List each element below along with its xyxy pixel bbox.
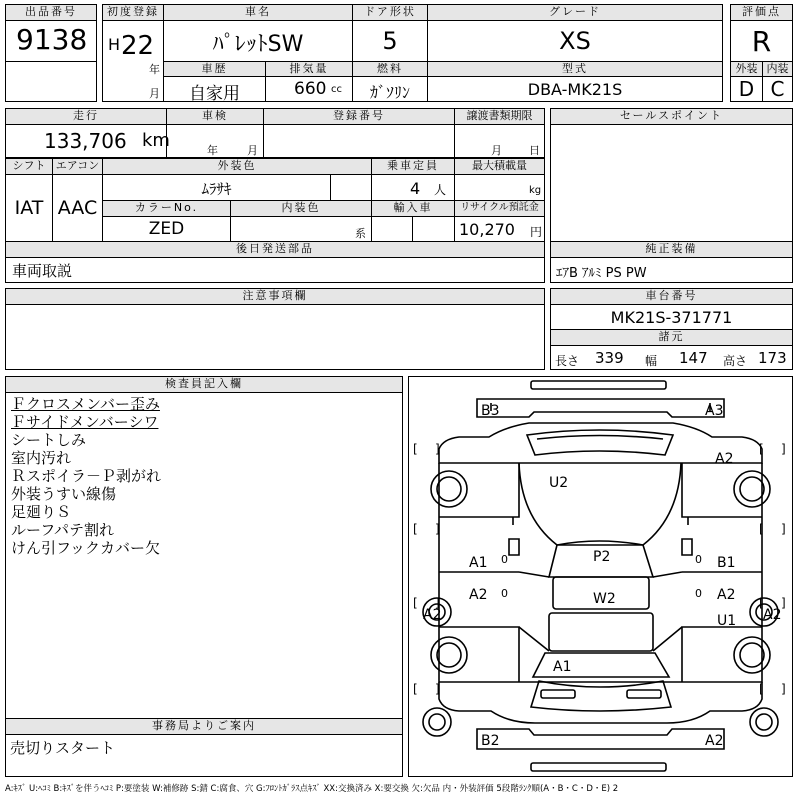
header-displacement: 排気量 xyxy=(265,61,353,77)
office-box xyxy=(5,734,403,777)
mark-fender-right-top: A2 xyxy=(715,451,734,467)
load-unit: kg xyxy=(529,185,542,196)
history-value: 自家用 xyxy=(189,84,240,104)
note-line: ルーフパテ割れ xyxy=(11,521,115,539)
recycle-unit: 円 xyxy=(530,225,543,239)
legend: A:ｷｽﾞ U:ﾍｺﾐ B:ｷｽﾞを伴うﾍｺﾐ P:要塗装 W:補修跡 S:錆 C:腐食、穴 G:ﾌﾛﾝﾄｶﾞﾗｽ点ｷｽﾞ XX:交換済み X:要交換 欠:欠品 内・外装評価 5段階ﾗﾝｸ順(A・B・C・D・E) 2 xyxy=(5,784,619,794)
door-box xyxy=(352,20,428,62)
mark-door-left-front: A1 xyxy=(469,555,488,571)
ext-color-blank xyxy=(330,174,372,201)
header-reg-no: 登録番号 xyxy=(263,108,455,125)
header-office: 事務局よりご案内 xyxy=(5,718,403,735)
reg-no-box xyxy=(263,124,455,158)
ext-color-box xyxy=(102,174,331,201)
score-value: R xyxy=(751,25,772,58)
mark-roof-rear: W2 xyxy=(593,591,616,607)
mark-fender-left: A2 xyxy=(423,607,442,623)
note-line: けん引フックカバー欠 xyxy=(11,539,160,557)
mark-door-left-rear: A2 xyxy=(469,587,488,603)
header-exterior: 外装 xyxy=(730,61,763,77)
note-line: 外装うすい線傷 xyxy=(11,485,117,503)
displacement-unit: cc xyxy=(331,84,342,95)
mark-roof: P2 xyxy=(593,549,611,565)
header-capacity: 乗車定員 xyxy=(371,158,455,175)
header-aircon: エアコン xyxy=(52,158,103,175)
header-lot: 出品番号 xyxy=(5,4,97,21)
header-score: 評価点 xyxy=(730,4,793,21)
capacity-unit: 人 xyxy=(434,183,447,197)
svg-text:[: [ xyxy=(413,682,418,696)
note-line: Ｆクロスメンバー歪み xyxy=(11,395,160,413)
mileage-value: 133,706 xyxy=(44,129,127,153)
car-name: ﾊﾟﾚｯﾄSW xyxy=(212,32,304,57)
mark-door-right-front: B1 xyxy=(717,555,736,571)
length-value: 339 xyxy=(595,349,624,367)
mark-front-left: B3 xyxy=(481,403,500,419)
note-line: シートしみ xyxy=(11,431,87,449)
mark-rear-left: B2 xyxy=(481,733,500,749)
color-no-value: ZED xyxy=(148,219,185,239)
import-box-b xyxy=(412,216,455,242)
lot-blank xyxy=(5,61,97,102)
header-history: 車歴 xyxy=(163,61,266,77)
month-unit: 月 xyxy=(149,87,160,100)
grade-box xyxy=(427,20,723,62)
svg-text:]: ] xyxy=(781,682,786,696)
header-import: 輸入車 xyxy=(371,200,455,217)
history-box xyxy=(163,76,266,102)
interior-grade: C xyxy=(770,77,785,101)
later-parts-value: 車両取説 xyxy=(12,262,73,280)
header-mileage: 走行 xyxy=(5,108,167,125)
mileage-unit: km xyxy=(142,130,170,151)
inspection-box xyxy=(166,124,264,158)
inspector-notes-list xyxy=(11,395,161,557)
svg-text:]: ] xyxy=(781,442,786,456)
transfer-box xyxy=(454,124,545,158)
header-inspection: 車検 xyxy=(166,108,264,125)
svg-text:]: ] xyxy=(781,596,786,610)
model-box xyxy=(427,76,723,102)
caution-box xyxy=(5,304,545,370)
svg-text:[: [ xyxy=(413,596,418,610)
svg-text:]: ] xyxy=(781,522,786,536)
int-color-unit: 系 xyxy=(355,227,366,240)
note-line: 室内汚れ xyxy=(11,449,72,467)
fuel-value: ｶﾞｿﾘﾝ xyxy=(369,83,410,102)
shift-value: IAT xyxy=(14,197,44,219)
inspector-notes-box xyxy=(5,392,403,719)
svg-text:]: ] xyxy=(435,522,440,536)
int-color-box xyxy=(230,216,372,242)
header-door: ドア形状 xyxy=(352,4,428,21)
header-inspector: 検査員記入欄 xyxy=(5,376,403,393)
mark-front-right: A3 xyxy=(705,403,724,419)
width-value: 147 xyxy=(679,349,708,367)
max-load-box xyxy=(454,174,545,201)
header-fuel: 燃料 xyxy=(352,61,428,77)
header-interior: 内装 xyxy=(762,61,793,77)
mark-door-right-rear: A2 xyxy=(717,587,736,603)
displacement-value: 660 xyxy=(294,79,327,99)
header-later-parts: 後日発送部品 xyxy=(5,241,545,258)
header-grade: グレード xyxy=(427,4,723,21)
mark-fender-right: A2 xyxy=(763,607,782,623)
specs-box xyxy=(550,345,793,370)
capacity-value: 4 xyxy=(410,179,421,198)
note-line: Ｒスポイラ－Ｐ剥がれ xyxy=(11,467,162,485)
year-value: 22 xyxy=(121,31,155,61)
header-caution: 注意事項欄 xyxy=(5,288,545,305)
year-box xyxy=(102,20,164,102)
lot-number-box xyxy=(5,20,97,62)
header-model: 型式 xyxy=(427,61,723,77)
genuine-box xyxy=(550,257,793,283)
header-year: 初度登録 xyxy=(102,4,164,21)
mark-right-rear-u: U1 xyxy=(717,613,737,629)
inspection-year: 年 xyxy=(207,144,218,157)
capacity-box xyxy=(371,174,455,201)
svg-text:]: ] xyxy=(435,596,440,610)
year-era: H xyxy=(108,35,121,54)
header-max-load: 最大積載量 xyxy=(454,158,545,175)
transfer-month: 月 xyxy=(491,144,502,157)
header-int-color: 内装色 xyxy=(230,200,372,217)
width-label: 幅 xyxy=(645,354,658,368)
office-note: 売切りスタート xyxy=(10,739,116,757)
header-sales-point: セールスポイント xyxy=(550,108,793,125)
transfer-day: 日 xyxy=(529,144,540,157)
mark-zero-a: 0 xyxy=(501,553,508,566)
note-line: Ｆサイドメンバーシワ xyxy=(11,413,159,431)
sales-point-box xyxy=(550,124,793,257)
genuine-value: ｴｱB ｱﾙﾐ PS PW xyxy=(556,266,647,281)
exterior-grade: D xyxy=(738,77,755,101)
inspection-month: 月 xyxy=(247,144,258,157)
header-genuine: 純正装備 xyxy=(550,241,793,258)
length-label: 長さ xyxy=(555,354,580,368)
lot-number: 9138 xyxy=(16,23,88,56)
grade-value: XS xyxy=(559,27,591,55)
header-chassis: 車台番号 xyxy=(550,288,793,305)
header-transfer: 譲渡書類期限 xyxy=(454,108,545,125)
aircon-value: AAC xyxy=(57,197,98,219)
door-value: 5 xyxy=(382,27,398,55)
mark-bonnet: U2 xyxy=(549,475,569,491)
mark-rear-right: A2 xyxy=(705,733,724,749)
aircon-box xyxy=(52,174,103,242)
shift-box xyxy=(5,174,53,242)
svg-text:[: [ xyxy=(759,442,764,456)
note-line: 足廻りＳ xyxy=(11,503,72,521)
svg-text:[: [ xyxy=(413,522,418,536)
score-box xyxy=(730,20,793,62)
model-value: DBA-MK21S xyxy=(527,80,623,99)
recycle-box xyxy=(454,216,545,242)
mileage-box xyxy=(5,124,170,158)
header-color-no: カラーNo. xyxy=(102,200,231,217)
svg-text:[: [ xyxy=(759,522,764,536)
height-label: 高さ xyxy=(723,354,748,368)
color-no-box xyxy=(102,216,231,242)
fuel-box xyxy=(352,76,428,102)
svg-text:[: [ xyxy=(413,442,418,456)
header-car-name: 車名 xyxy=(163,4,353,21)
car-diagram xyxy=(409,377,792,776)
svg-text:]: ] xyxy=(435,682,440,696)
recycle-value: 10,270 xyxy=(459,220,515,239)
car-name-box xyxy=(163,20,353,62)
chassis-box xyxy=(550,304,793,330)
mark-zero-c: 0 xyxy=(501,587,508,600)
mark-trunk: A1 xyxy=(553,659,572,675)
svg-text:[: [ xyxy=(759,682,764,696)
ext-color-value: ﾑﾗｻｷ xyxy=(201,180,232,198)
mark-zero-d: 0 xyxy=(695,587,702,600)
header-recycle: リサイクル預託金 xyxy=(454,200,545,217)
header-ext-color: 外装色 xyxy=(102,158,372,175)
exterior-grade-box xyxy=(730,76,763,102)
year-unit: 年 xyxy=(149,63,160,76)
later-parts-box xyxy=(5,257,545,283)
svg-text:]: ] xyxy=(435,442,440,456)
mark-zero-b: 0 xyxy=(695,553,702,566)
import-box-a xyxy=(371,216,413,242)
car-diagram-box xyxy=(408,376,793,777)
header-specs: 諸元 xyxy=(550,329,793,346)
header-shift: シフト xyxy=(5,158,53,175)
svg-text:[: [ xyxy=(759,596,764,610)
displacement-box xyxy=(265,76,353,102)
height-value: 173 xyxy=(758,349,787,367)
interior-grade-box xyxy=(762,76,793,102)
chassis-number: MK21S-371771 xyxy=(610,308,733,327)
